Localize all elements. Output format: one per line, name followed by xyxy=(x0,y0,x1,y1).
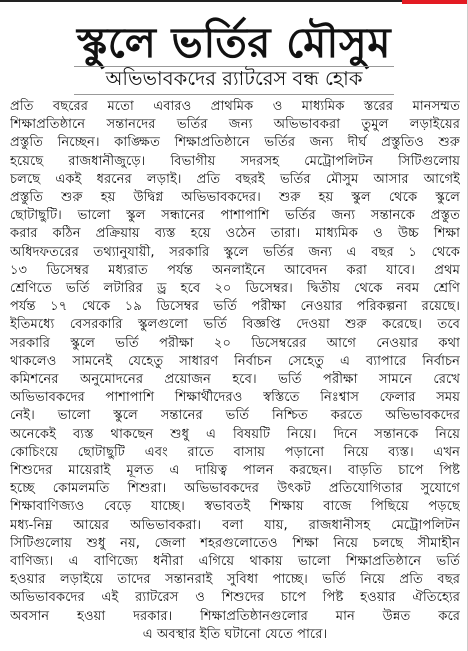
article-line: অধিদফতরের তথ্যানুযায়ী, সরকারি স্কুলে ভর্তির জন্য এ বছর ১ থেকে xyxy=(10,244,460,260)
article-line: হয়েছে রাজধানীজুড়ে। বিভাগীয় সদরসহ মেট্রোপলিটন সিটিগুলোয় xyxy=(10,153,460,169)
article-line: অনেকেই ব্যস্ত থাকছেন শুধু এ বিষয়টি নিয়ে। দিনে সন্তানকে নিয়ে xyxy=(10,426,460,442)
article-line: সরকারি স্কুলে ভর্তি পরীক্ষা ২০ ডিসেম্বরের আগে নেওয়ার কথা xyxy=(10,335,460,351)
article-line: কোচিংয়ে ছোটাছুটি এবং রাতে বাসায় পড়ানো নিয়ে ব্যস্ত। এখন xyxy=(10,444,460,460)
article-line: বাণিজ্য। এ বাণিজ্যে ধনীরা এগিয়ে থাকায় ভালো শিক্ষাপ্রতিষ্ঠানে ভর্তি xyxy=(10,554,460,570)
article-line: শিক্ষাবাণিজ্যও বেড়ে যাচ্ছে। স্বভাবতই শিক্ষায় বাজে পিছিয়ে পড়ছে xyxy=(10,499,460,515)
article-line: অভিভাবকদের এই র‌্যাটরেস ও শিশুদের চাপে পিষ্ট হওয়ার ঐতিহ্যের xyxy=(10,590,460,606)
top-rule xyxy=(0,0,468,2)
article-line: হচ্ছে কোমলমতি শিশুরা। অভিভাবকদের উৎকট প্রতিযোগিতার সুযোগে xyxy=(10,481,460,497)
red-accent-bar xyxy=(402,0,468,4)
article-line: চলছে একই ধরনের লড়াই। প্রতি বছরই ভর্তির মৌসুম আসার আগেই xyxy=(10,171,460,187)
article-line: সিটিগুলোয় শুধু নয়, জেলা শহরগুলোতেও শিক্ষা নিয়ে চলছে সীমাহীন xyxy=(10,535,460,551)
article-line: কমিশনের অনুমোদনের প্রয়োজন হবে। ভর্তি পরীক্ষা সামনে রেখে xyxy=(10,372,460,388)
article-line: পর্যন্ত ১৭ থেকে ১৯ ডিসেম্বর ভর্তি পরীক্ষা নেওয়ার পরিকল্পনা রয়েছে। xyxy=(10,299,460,315)
article-line: অভিভাবকদের পাশাপাশি শিক্ষার্থীদেরও স্বস্তিতে নিঃশ্বাস ফেলার সময় xyxy=(10,390,460,406)
article-line: এ অবস্থার ইতি ঘটানো যেতে পারে। xyxy=(142,626,328,642)
article-line: হওয়ার লড়াইয়ে তাদের সন্তানরাই সুবিধা পাচ্ছে। ভর্তি নিয়ে প্রতি বছর xyxy=(10,572,460,588)
article-line: শিক্ষাপ্রতিষ্ঠানে সন্তানদের ভর্তির জন্য অভিভাবকরা তুমুল লড়াইয়ের xyxy=(10,117,460,133)
headline: স্কুলে ভর্তির মৌসুম xyxy=(76,18,392,67)
article-line: মধ্য-নিম্ন আয়ের অভিভাবকরা। বলা যায়, রাজধানীসহ মেট্রোপলিটন xyxy=(10,517,460,533)
article-line: প্রতি বছরের মতো এবারও প্রাথমিক ও মাধ্যমিক স্তরের মানসম্মত xyxy=(10,99,460,114)
article-line: ছোটাছুটি। ভালো স্কুল সন্ধানের পাশাপাশি ভর্তির জন্য সন্তানকে প্রস্তুত xyxy=(10,208,460,224)
article-line: নেই। ভালো স্কুলে সন্তানের ভর্তি নিশ্চিত করতে অভিভাবকদের xyxy=(10,408,460,424)
article-line: শ্রেণিতে ভর্তি লটারির ড্র হবে ২০ ডিসেম্বর। দ্বিতীয় থেকে নবম শ্রেণি xyxy=(10,281,460,297)
article-line: অবসান হওয়া দরকার। শিক্ষাপ্রতিষ্ঠানগুলোর মান উন্নত করে xyxy=(10,608,460,624)
article-line: থাকলেও সামনেই যেহেতু সাধারণ নির্বাচন সেহেতু এ ব্যাপারে নির্বাচন xyxy=(10,353,460,369)
article-line: প্রস্তুতি শুরু হয় উদ্বিগ্ন অভিভাবকদের। শুরু হয় স্কুল থেকে স্কুলে xyxy=(10,190,460,206)
article-line: ১৩ ডিসেম্বর মধ্যরাত পর্যন্ত অনলাইনে আবেদন করা যাবে। প্রথম xyxy=(10,262,460,278)
article-body xyxy=(10,98,460,641)
article-line: করার কঠিন প্রক্রিয়ায় ব্যস্ত হয়ে ওঠেন তারা। মাধ্যমিক ও উচ্চ শিক্ষা xyxy=(10,226,460,242)
subheadline: অভিভাবকদের র‌্যাটরেস বন্ধ হোক xyxy=(105,67,363,90)
article-line: শিশুদের মায়েরাই মূলত এ দায়িত্ব পালন করছেন। বাড়তি চাপে পিষ্ট xyxy=(10,463,460,479)
article-line: ইতিমধ্যে বেসরকারি স্কুলগুলো ভর্তি বিজ্ঞপ্তি দেওয়া শুরু করেছে। তবে xyxy=(10,317,460,333)
article-line: প্রস্তুতি নিচ্ছেন। কাঙ্ক্ষিত শিক্ষাপ্রতিষ্ঠানে ভর্তির জন্য দীর্ঘ প্রস্তুতিও শুরু xyxy=(10,135,460,151)
